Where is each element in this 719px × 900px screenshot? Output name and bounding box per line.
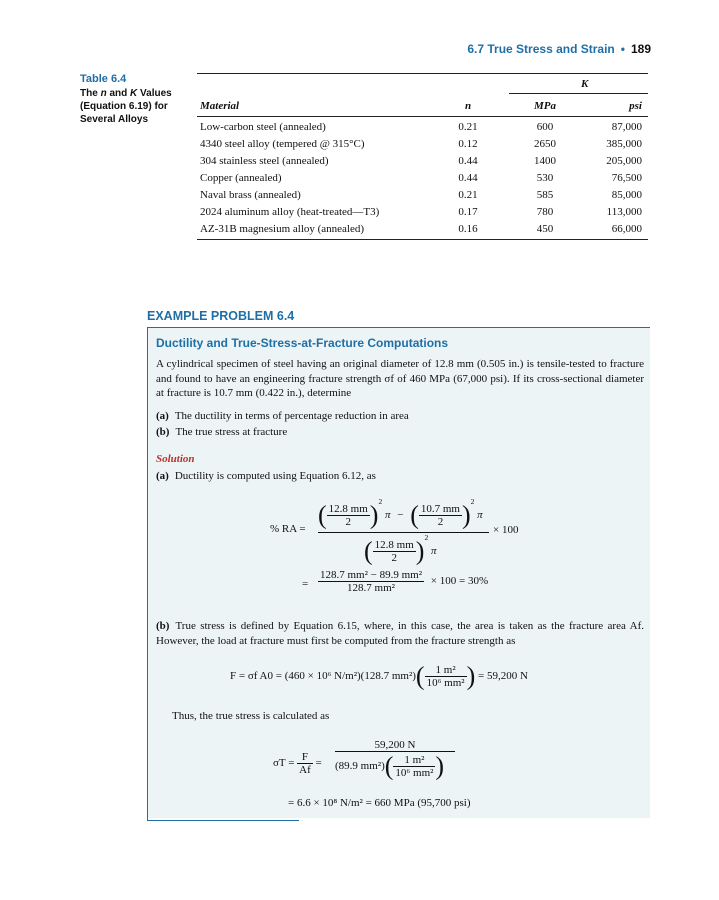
force-equation: F = σf A0 = (460 × 10⁶ N/m²)(128.7 mm²)( $\frac{\text{1 m²}}{\text{10⁶ mm²}}$ ) = 59,200 N: [230, 661, 528, 691]
table-row: [197, 172, 648, 189]
sigma-lhs: σT = $\frac{F}{Af}$ =: [273, 751, 322, 776]
table-header-row: [197, 100, 648, 117]
table-row: [197, 121, 648, 138]
example-subtitle: Ductility and True-Stress-at-Fracture Computations: [156, 336, 449, 350]
table-row: [197, 223, 648, 240]
thus-text: Thus, the true stress is calculated as: [172, 710, 330, 722]
example-box-bottom-rule: [147, 820, 299, 821]
ra-equals: =: [302, 578, 309, 590]
cell-psi: 66,000: [611, 223, 642, 235]
cell-mpa: 585: [536, 189, 554, 201]
cell-n: 0.21: [458, 189, 478, 201]
table-row: [197, 155, 648, 172]
cell-n: 0.16: [458, 223, 478, 235]
table-bottom-rule: [197, 239, 648, 240]
cell-psi: 113,000: [606, 206, 642, 218]
sigma-result: = 6.6 × 10⁸ N/m² = 660 MPa (95,700 psi): [288, 797, 471, 809]
ra-denominator: ( $\frac{12.8 mm}{2}$ )$^2$ π: [364, 533, 437, 566]
cell-mpa: 600: [536, 121, 554, 133]
cell-mpa: 530: [536, 172, 554, 184]
cell-material: 2024 aluminum alloy (heat-treated—T3): [200, 206, 380, 218]
header-rule: [197, 116, 648, 117]
cell-material: AZ-31B magnesium alloy (annealed): [200, 223, 365, 235]
part-b-text: (b) True stress is defined by Equation 6.15, where, in this case, the area is taken as the fracture area Af. However, the load at fracture must first be computed from the fracture strength as: [156, 620, 644, 647]
page-header: [467, 42, 651, 56]
list-item: (b) The true stress at fracture: [156, 426, 288, 438]
caption-text: The n and K Values (Equation 6.19) for Several Alloys: [80, 88, 172, 125]
cell-material: Low-carbon steel (annealed): [200, 121, 326, 133]
col-material: Material: [200, 100, 240, 112]
table-caption: [80, 73, 192, 126]
cell-n: 0.44: [458, 155, 478, 167]
part-a-text: (a) Ductility is computed using Equation 6.12, as: [156, 470, 376, 482]
cell-n: 0.44: [458, 172, 478, 184]
k-subrule: [509, 93, 648, 94]
ra-lhs: % RA =: [270, 523, 306, 535]
example-box-top-rule: [147, 327, 650, 328]
ra-numerator: ( $\frac{12.8 mm}{2}$ )$^2$ π − ( $\frac{10.7 mm}{2}$ )$^2$ π: [318, 497, 483, 530]
table-row: [197, 189, 648, 206]
cell-material: Naval brass (annealed): [200, 189, 301, 201]
table-row: [197, 206, 648, 223]
header-bullet: •: [620, 42, 625, 56]
cell-n: 0.12: [458, 138, 478, 150]
col-psi: psi: [629, 100, 642, 112]
col-mpa: MPa: [534, 100, 556, 112]
table-top-rule: [197, 73, 648, 74]
ra-times-100: × 100: [493, 524, 519, 536]
cell-mpa: 780: [536, 206, 554, 218]
cell-mpa: 450: [536, 223, 554, 235]
cell-psi: 87,000: [611, 121, 642, 133]
sigma-fraction: 59,200 N (89.9 mm²)( $\frac{\text{1 m²}}{\text{10⁶ mm²}}$ ): [335, 739, 455, 779]
page-number: 189: [630, 42, 651, 56]
example-box-left-rule: [147, 327, 148, 821]
cell-psi: 76,500: [611, 172, 642, 184]
ra-second-line: $\frac{\text{128.7 mm² − 89.9 mm²}}{\text{128.7 mm²}}$ × 100 = 30%: [320, 569, 489, 594]
k-header: K: [581, 78, 589, 90]
table-number: Table 6.4: [80, 73, 127, 85]
cell-n: 0.21: [458, 121, 478, 133]
cell-mpa: 1400: [534, 155, 556, 167]
example-title: EXAMPLE PROBLEM 6.4: [147, 309, 295, 323]
cell-material: 304 stainless steel (annealed): [200, 155, 329, 167]
problem-statement: A cylindrical specimen of steel having an original diameter of 12.8 mm (0.505 in.) is tensile-tested to fracture and found to have an engineering fracture strength σf of 460 MPa (67,000 psi). If its cross-sectional diameter at fracture is 10.7 mm (0.422 in.), determine: [156, 358, 644, 399]
cell-mpa: 2650: [534, 138, 556, 150]
cell-psi: 85,000: [611, 189, 642, 201]
cell-material: 4340 steel alloy (tempered @ 315°C): [200, 138, 365, 150]
cell-psi: 205,000: [606, 155, 642, 167]
table-row: [197, 138, 648, 155]
solution-label: Solution: [156, 453, 195, 465]
cell-psi: 385,000: [606, 138, 642, 150]
cell-n: 0.17: [458, 206, 478, 218]
list-item: (a) The ductility in terms of percentage reduction in area: [156, 410, 409, 422]
cell-material: Copper (annealed): [200, 172, 282, 184]
section-title: 6.7 True Stress and Strain: [467, 42, 615, 56]
col-n: n: [464, 100, 472, 112]
